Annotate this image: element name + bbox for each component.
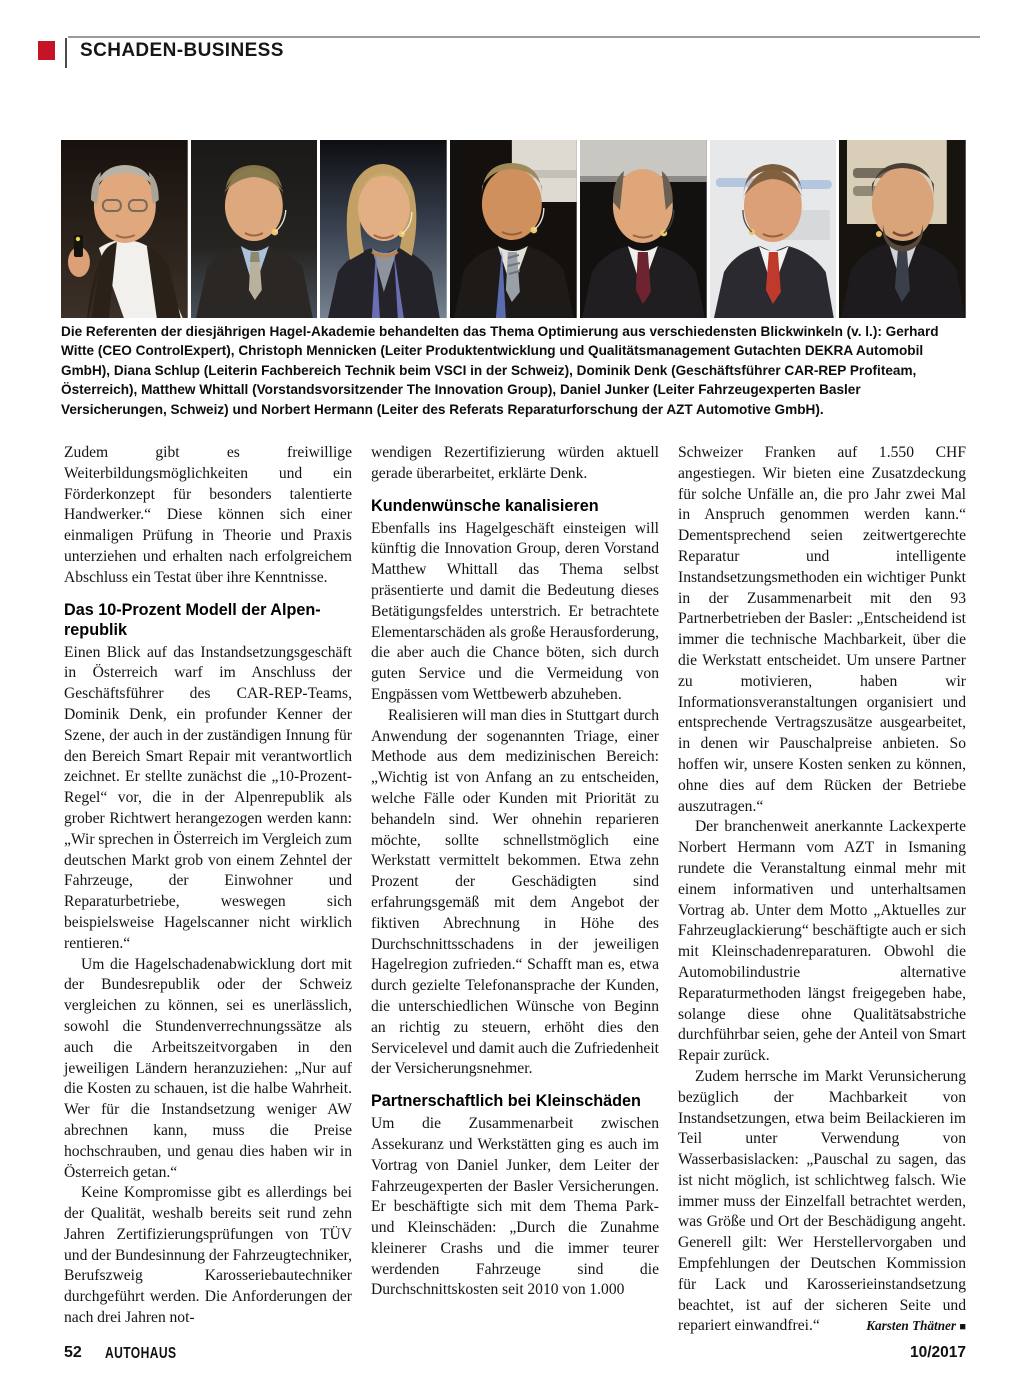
header-rule xyxy=(68,36,980,38)
photo-strip xyxy=(61,140,966,318)
issue-date: 10/2017 xyxy=(909,1344,966,1361)
portrait-diana-schlup xyxy=(320,140,447,318)
column-2 xyxy=(371,443,659,1338)
portrait-christoph-mennicken xyxy=(191,140,318,318)
subheading: Das 10-Prozent Modell der Alpenrepublik xyxy=(64,600,321,639)
paragraph: Zudem herrsche im Markt Verunsicherung bezüglich der Machbarkeit von Instandsetzungen, etwa beim Beilackieren im Teil unter Verwendung von Wasserbasislacken: „Pauschal zu sagen, das ist nicht möglich, ist schlichtweg falsch. Wie immer muss der Einzelfall betrachtet werden, was Größe und Ort der Beschädigung angeht. Generell gilt: Wer Herstellervorgaben und Empfehlungen der Deutschen Kommission für Lack und Karosserieinstandsetzung beachtet, ist auf der sicheren Seite und repariert einwandfrei.“ xyxy=(678,1067,966,1335)
end-of-article-marker: ■ xyxy=(959,1321,966,1334)
speaker-photo xyxy=(320,140,447,318)
section-divider xyxy=(65,38,67,68)
section-marker xyxy=(38,41,55,60)
paragraph: Einen Blick auf das Instandsetzungsgeschäft in Österreich warf im Anschluss der Geschäftsführer des CAR-REP-Teams, Dominik Denk, ein profunder Kenner der Szene, der auch in der zuständigen Innung für den Bereich Smart Repair mit verantwortlich zeichnet. Er stellte zunächst die „10-Prozent-Regel“ vor, die in der Alpenrepublik als grober Richtwert herangezogen werden kann: „Wir sprechen in Österreich im Vergleich zum deutschen Markt grob von einem Zehntel der Fahrzeuge, der Einwohner und Reparaturbetriebe, weswegen sich beispielsweise Hagelscanner nicht wirklich rentieren.“ xyxy=(64,643,352,952)
portrait-matthew-whittall xyxy=(580,140,707,318)
author-name: Karsten Thätner xyxy=(866,1318,957,1334)
magazine-brand: AUTOHAUS xyxy=(105,1345,177,1362)
subheading: Partnerschaftlich bei Kleinschäden xyxy=(371,1092,641,1111)
paragraph: Keine Kompromisse gibt es allerdings bei der Qualität, weshalb bereits seit rund zehn Jahren Zertifizierungsprüfungen von TÜV und der Bundesinnung der Fahrzeugtechniker, Berufszweig Karosseriebautechniker durchgeführt werden. Die Anforderungen der nach drei Jahren not- xyxy=(64,1184,352,1327)
portrait-dominik-denk xyxy=(450,140,577,318)
photo-caption: Die Referenten der diesjährigen Hagel-Akademie behandelten das Thema Optimierung aus verschiedensten Blickwinkeln (v. l.): Gerhard Witte (CEO ControlExpert), Christoph Mennicken (Leiter Produktentwicklung und Qualitätsmanagement Gutachten DEKRA Automobil GmbH), Diana Schlup (Leiterin Fachbereich Technik beim VSCI in der Schweiz), Dominik Denk (Geschäftsführer CAR-REP Profiteam, Österreich), Matthew Whittall (Vorstandsvorsitzender The Innovation Group), Daniel Junker (Leiter Fahrzeugexperten Basler Versicherungen, Schweiz) und Norbert Hermann (Leiter des Referats Reparaturforschung der AZT Automotive GmbH). xyxy=(61,324,939,417)
speaker-photo xyxy=(710,140,837,318)
speaker-photo xyxy=(450,140,577,318)
paragraph: Um die Zusammenarbeit zwischen Assekuranz und Werkstätten ging es auch im Vortrag von Daniel Junker, dem Leiter der Fahrzeugexperten der Basler Versicherungen. Er beschäftigte sich mit dem Thema Park- und Kleinschäden: „Durch die Zunahme kleinerer Crashs und die immer teurer werdenden Fahrzeuge sind die Durchschnittskosten seit 2010 von 1.000 xyxy=(371,1115,659,1299)
section-title: SCHADEN-BUSINESS xyxy=(80,40,284,61)
speaker-photo xyxy=(61,140,188,318)
page-number: 52 xyxy=(64,1344,82,1361)
article-body xyxy=(64,443,966,1338)
paragraph: Der branchenweit anerkannte Lackexperte Norbert Hermann vom AZT in Ismaning rundete die Veranstaltung einmal mehr mit einem informativen und unterhaltsamen Vortrag ab. Unter dem Motto „Aktuelles zur Fahrzeuglackierung“ beschäftigte auch er sich mit Kleinschadenreparaturen. Obwohl die Automobilindustrie alternative Reparaturmethoden längst freigegeben habe, solange diese ohne Qualitätsabstriche durchführbar seien, gehe der Anteil von Smart Repair zurück. xyxy=(678,818,966,1065)
portrait-daniel-junker xyxy=(710,140,837,318)
paragraph: Schweizer Franken auf 1.550 CHF angestiegen. Wir bieten eine Zusatzdeckung für solche Unfälle an, die pro Jahr zwei Mal in Anspruch genommen werden kann.“ Dementsprechend seien zeitwertgerechte Reparatur und intelligente Instandsetzungsmethoden ein wichtiger Punkt in der Zusammenarbeit mit den 93 Partnerbetrieben der Basler: „Entscheidend ist immer die technische Machbarkeit, über die die Werkstatt entscheidet. Um unsere Partner zu motivieren, haben wir Informationsveranstaltungen organisiert und entsprechende Vertragszusätze ausgearbeitet, in denen wir Pauschalpreise anbieten. So hoffen wir, unsere Kosten senken zu können, ohne dies auf dem Rücken der Betriebe auszutragen.“ xyxy=(678,444,966,815)
speaker-photo xyxy=(580,140,707,318)
column-3 xyxy=(678,443,966,1338)
page-footer xyxy=(64,1344,966,1368)
portrait-gerhard-witte xyxy=(61,140,188,318)
speaker-photo xyxy=(191,140,318,318)
column-1 xyxy=(64,443,352,1338)
paragraph: wendigen Rezertifizierung würden aktuell gerade überarbeitet, erklärte Denk. xyxy=(371,444,659,482)
subheading: Kundenwünsche kanalisieren xyxy=(371,496,599,515)
paragraph: Ebenfalls ins Hagelgeschäft einsteigen will künftig die Innovation Group, deren Vorstand Matthew Whittall das Thema selbst präsentierte und damit die Bedeutung dieses Betätigungsfeldes unterstrich. Er betrachtete Elementarschäden als große Herausforderung, die aber auch die Chance böten, sich durch guten Service und die Vermeidung von Engpässen vom Wettbewerb abzuheben. xyxy=(371,519,659,703)
speaker-photo xyxy=(839,140,966,318)
paragraph: Realisieren will man dies in Stuttgart durch Anwendung der sogenannten Triage, einer Methode aus dem medizinischen Bereich: „Wichtig ist von Anfang an zu entscheiden, welche Fälle oder Kunden mit Priorität zu behandeln sind. Wer ohnehin reparieren möchte, sollte schnellstmöglich eine Werkstatt vermittelt bekommen. Etwa zehn Prozent der Geschädigten sind erfahrungsgemäß mit dem Angebot der fiktiven Abrechnung in Höhe des Durchschnittsschadens in der jeweiligen Hagelregion zufrieden.“ Schafft man es, etwa durch gezielte Telefonansprache der Kunden, die unterschiedlichen Wünsche von Beginn an richtig zu steuern, erhöht dies den Servicelevel und damit auch die Zufriedenheit der Versicherungsnehmer. xyxy=(371,706,659,1078)
portrait-norbert-hermann xyxy=(839,140,966,318)
paragraph: Um die Hagelschadenabwicklung dort mit der Bundesrepublik oder der Schweiz vergleichen zu können, sei es unerlässlich, sowohl die Stundenverrechnungssätze als auch die Arbeitszeitvorgaben in den jeweiligen Ländern heranzuziehen: „Nur auf die Kosten zu schauen, ist die halbe Wahrheit. Wer für die Instandsetzung weniger AW abrechnen kann, muss die Preise hochschrauben, und genau dies haben wir in Österreich getan.“ xyxy=(64,955,352,1181)
paragraph: Zudem gibt es freiwillige Weiterbildungsmöglichkeiten und ein Förderkonzept für besonders talentierte Handwerker.“ Diese können sich einer einmaligen Prüfung in Theorie und Praxis unterziehen und erhalten nach erfolgreichem Abschluss ein Testat über ihre Kenntnisse. xyxy=(64,444,352,586)
